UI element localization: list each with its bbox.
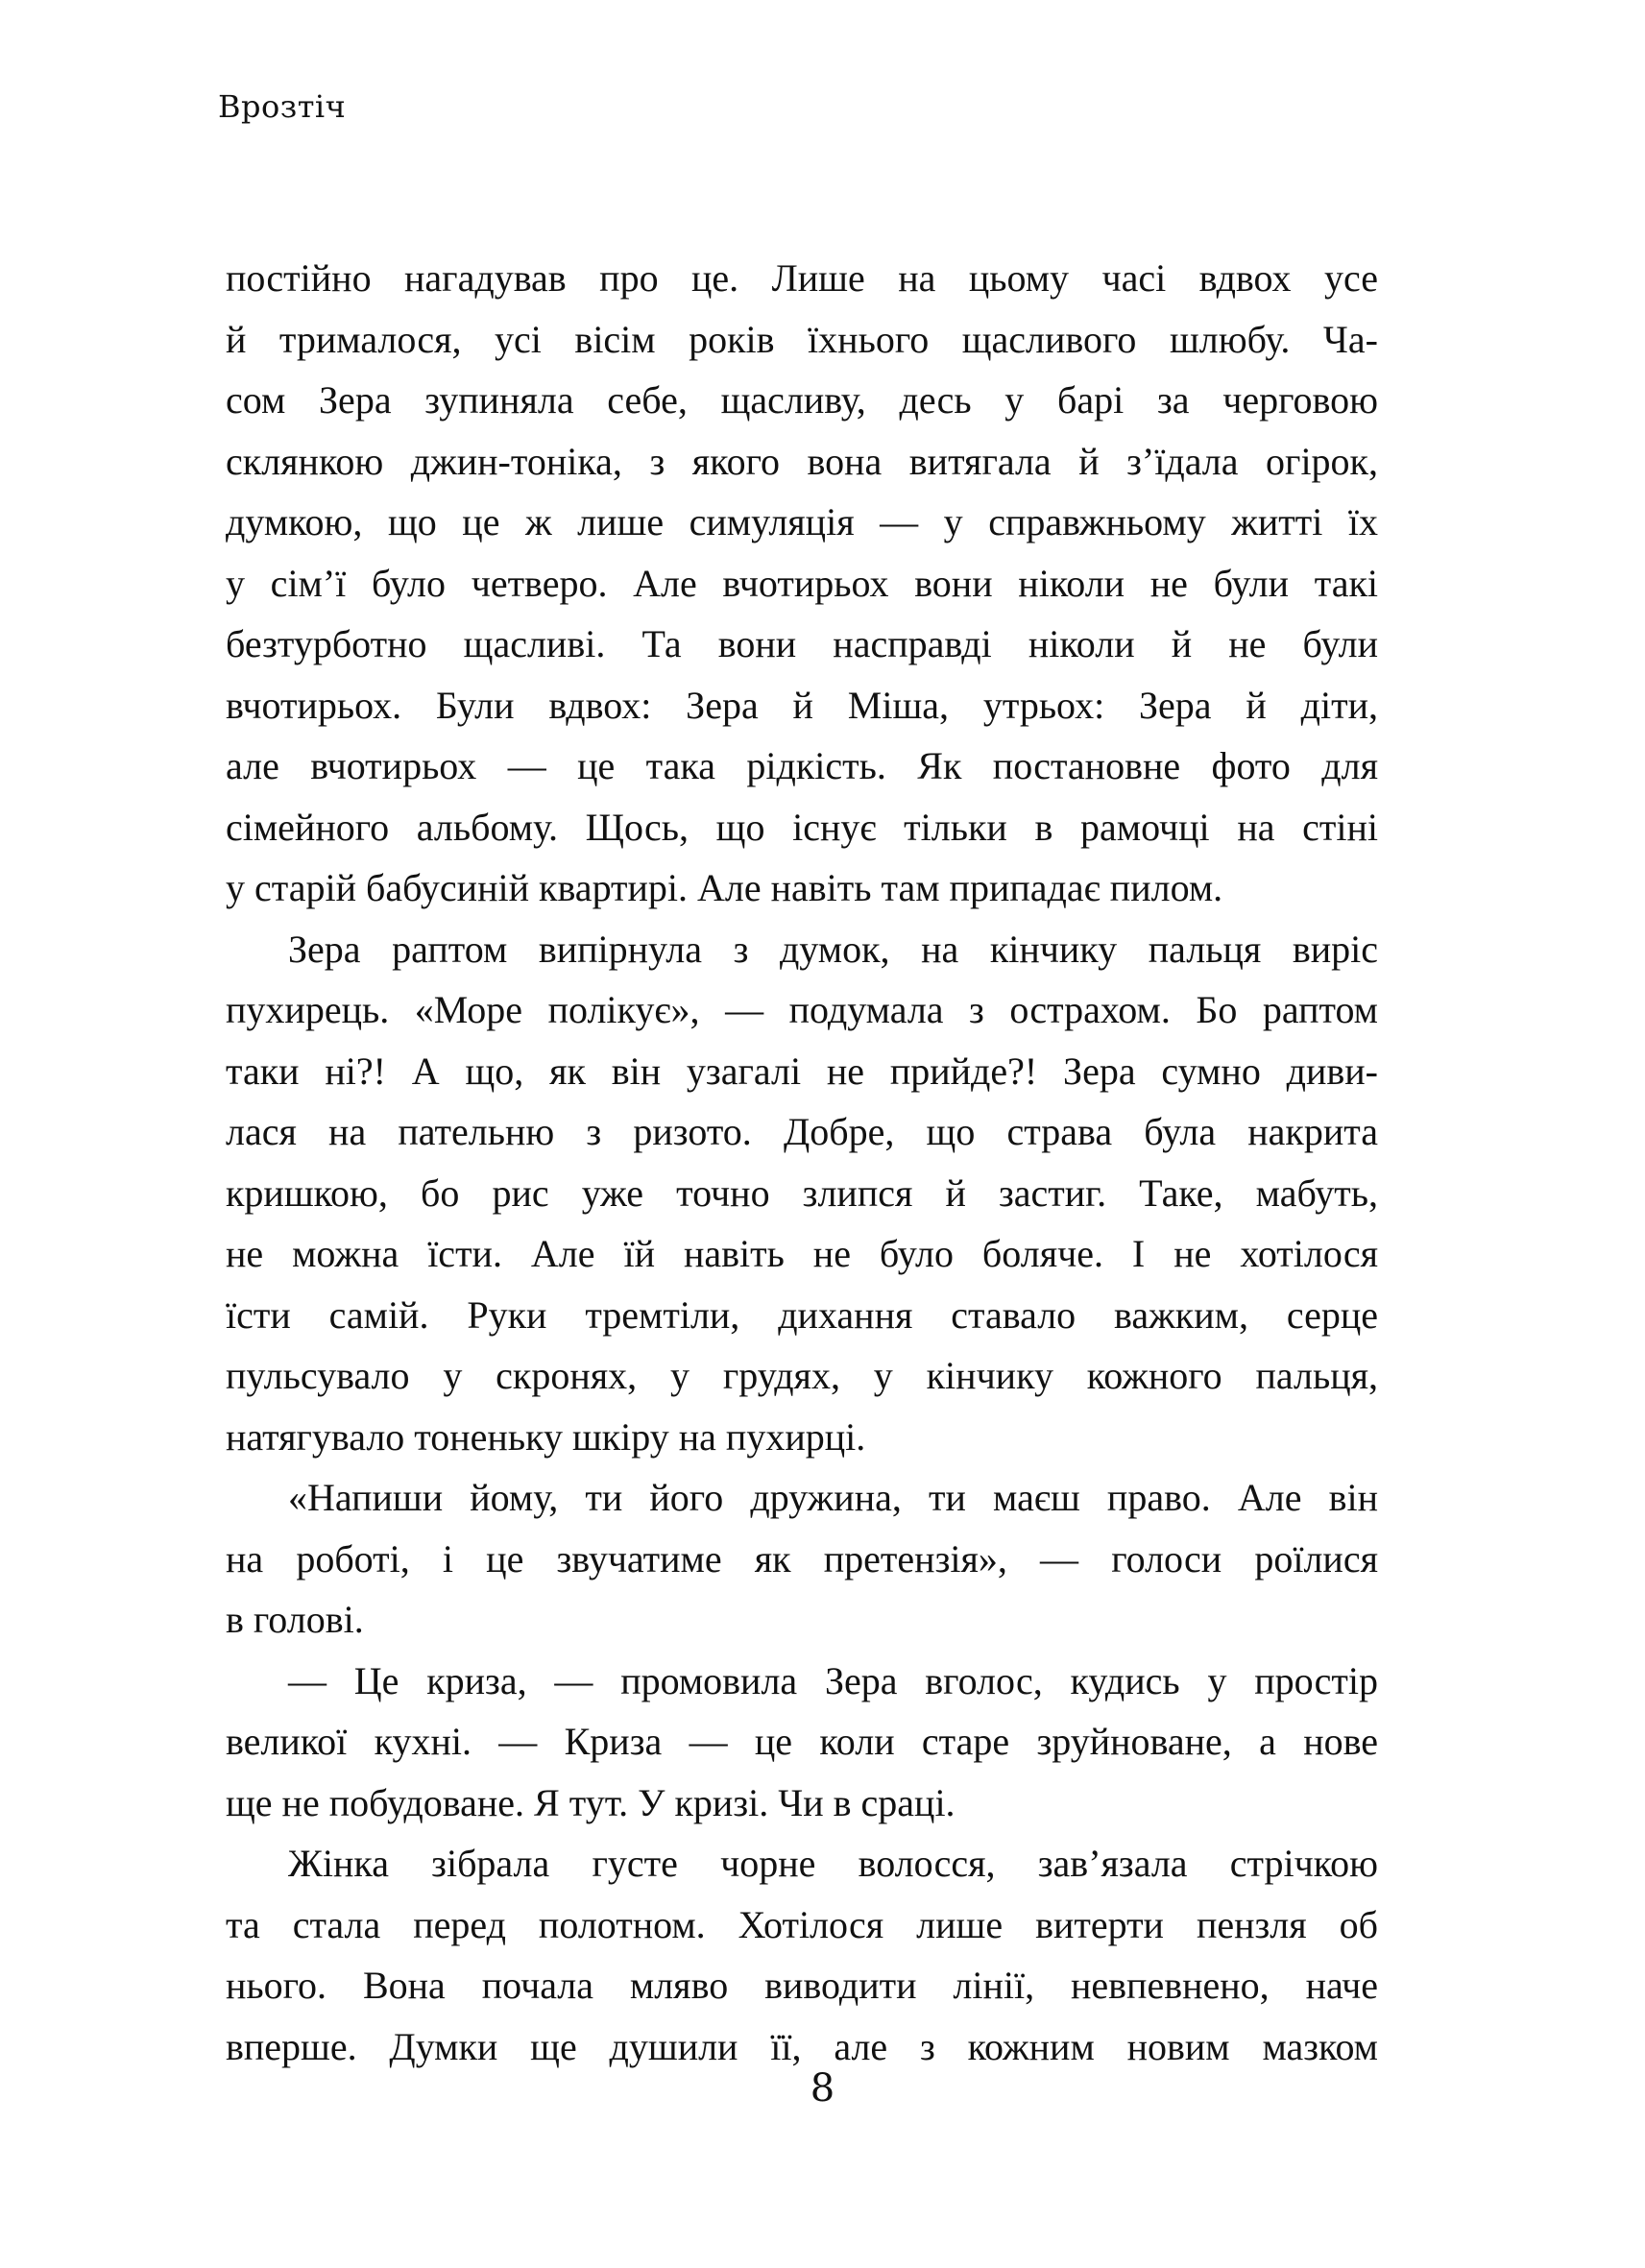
text-line: ще не побудоване. Я тут. У кризі. Чи в сраці.	[226, 1780, 956, 1824]
paragraph	[226, 1467, 1378, 1651]
text-line: Зера раптом випірнула з думок, на кінчику пальця виріс	[288, 927, 1378, 971]
text-line: нього. Вона почала мляво виводити лінії, невпевнено, наче	[226, 1964, 1378, 2007]
text-line: сімейного альбому. Щось, що існує тільки в рамочці на стіні	[226, 805, 1378, 849]
text-line: на роботі, і це звучатиме як претензія», — голоси роїлися	[226, 1536, 1378, 1580]
text-line: «Напиши йому, ти його дружина, ти маєш право. Але він	[288, 1476, 1378, 1519]
page-number: 8	[810, 2066, 835, 2111]
text-line: пульсувало у скронях, у грудях, у кінчику кожного пальця,	[226, 1354, 1378, 1397]
paragraph	[226, 919, 1378, 1468]
paragraph	[226, 248, 1378, 919]
paragraph	[226, 1833, 1378, 2077]
text-line: але вчотирьох — це така рідкість. Як постановне фото для	[226, 744, 1378, 787]
text-line: їсти самій. Руки тремтіли, дихання ставало важким, серце	[226, 1292, 1378, 1337]
running-header-title: Врозтіч	[218, 88, 347, 125]
text-line: кришкою, бо рис уже точно злипся й застиг. Таке, мабуть,	[226, 1170, 1378, 1215]
text-line: Жінка зібрала густе чорне волосся, зав’язала стрічкою	[288, 1842, 1378, 1885]
paragraph	[226, 1651, 1378, 1834]
text-line: таки ні?! А що, як він узагалі не прийде?! Зера сумно диви-	[226, 1049, 1378, 1093]
text-line: постійно нагадував про це. Лише на цьому часі вдвох усе	[226, 256, 1378, 300]
page-body-text	[226, 248, 1378, 2077]
text-line: думкою, що це ж лише симуляція — у справжньому житті їх	[226, 500, 1378, 543]
text-line: та стала перед полотном. Хотілося лише витерти пензля об	[226, 1902, 1378, 1946]
text-line: великої кухні. — Криза — це коли старе зруйноване, а нове	[226, 1720, 1378, 1763]
text-line: склянкою джин-тоніка, з якого вона витягала й з’їдала огірок,	[226, 439, 1378, 483]
text-line: вперше. Думки ще душили її, але з кожним новим мазком	[226, 2024, 1378, 2068]
text-line: не можна їсти. Але їй навіть не було боляче. І не хотілося	[226, 1232, 1378, 1275]
text-line: — Це криза, — промовила Зера вголос, кудись у простір	[288, 1658, 1378, 1702]
text-line: безтурботно щасливі. Та вони насправді ніколи й не були	[226, 622, 1378, 665]
text-line: сом Зера зупиняла себе, щасливу, десь у барі за черговою	[226, 378, 1378, 422]
text-line: в голові.	[226, 1598, 364, 1641]
text-line: вчотирьох. Були вдвох: Зера й Міша, утрьох: Зера й діти,	[226, 683, 1378, 727]
text-line: пухирець. «Море полікує», — подумала з острахом. Бо раптом	[226, 988, 1378, 1031]
text-line: й трималося, усі вісім років їхнього щасливого шлюбу. Ча-	[226, 317, 1378, 361]
text-line: натягувало тоненьку шкіру на пухирці.	[226, 1414, 866, 1459]
text-line: у сім’ї було четверо. Але вчотирьох вони ніколи не були такі	[226, 561, 1378, 605]
text-line: лася на пательню з ризото. Добре, що страва була накрита	[226, 1110, 1378, 1153]
text-line: у старій бабусиній квартирі. Але навіть там припадає пилом.	[226, 866, 1223, 909]
